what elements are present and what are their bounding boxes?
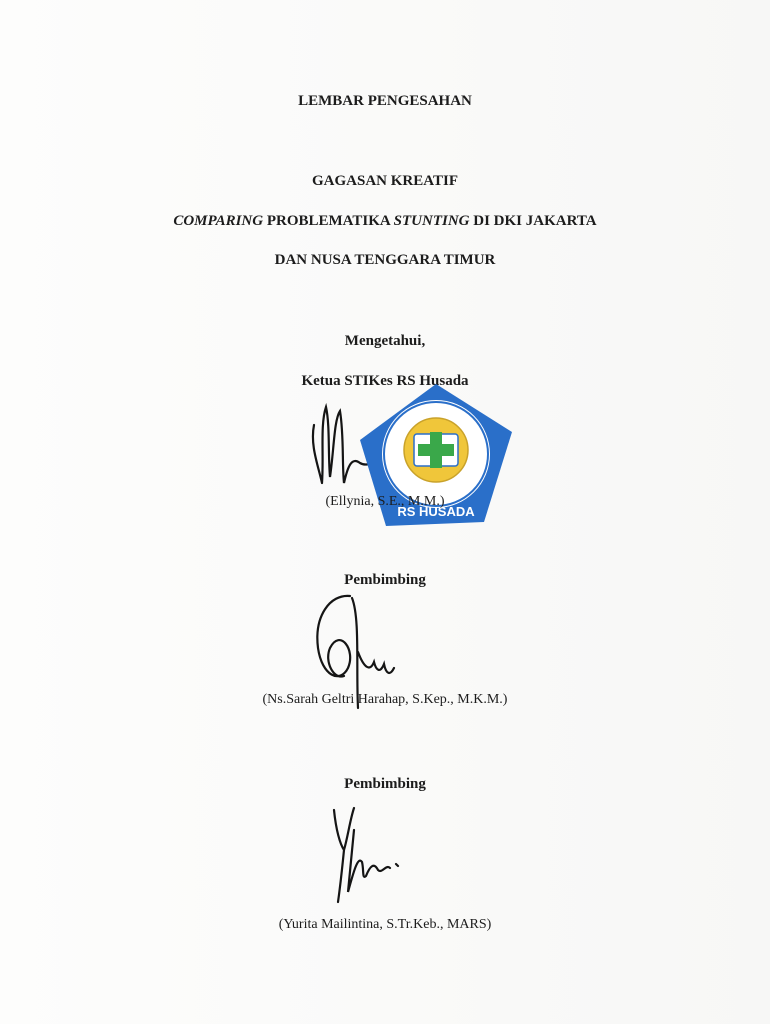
signature-yurita xyxy=(320,800,410,910)
topic-italic-stunting: STUNTING xyxy=(393,213,470,229)
pembimbing-1-name: (Ns.Sarah Geltri Harahap, S.Kep., M.K.M.) xyxy=(262,692,508,707)
seal-bottom-text: RS HUSADA xyxy=(397,504,475,519)
ketua-role-label: Ketua STIKes RS Husada xyxy=(301,373,469,389)
pembimbing-2-label: Pembimbing xyxy=(344,776,426,792)
ketua-name: (Ellynia, S.E., M.M.) xyxy=(325,494,445,509)
pembimbing-2-name: (Yurita Mailintina, S.Tr.Keb., MARS) xyxy=(278,917,492,932)
mengetahui-label: Mengetahui, xyxy=(344,333,426,349)
topic-line-1 xyxy=(0,213,770,230)
document-subtitle: GAGASAN KREATIF xyxy=(312,173,458,189)
topic-line-2: DAN NUSA TENGGARA TIMUR xyxy=(274,252,496,268)
topic-italic-comparing: COMPARING xyxy=(173,213,264,229)
pembimbing-1-label: Pembimbing xyxy=(344,572,426,588)
page-title: LEMBAR PENGESAHAN xyxy=(298,93,472,109)
topic-text-1: PROBLEMATIKA xyxy=(263,213,394,229)
topic-text-2: DI DKI JAKARTA xyxy=(469,213,597,229)
